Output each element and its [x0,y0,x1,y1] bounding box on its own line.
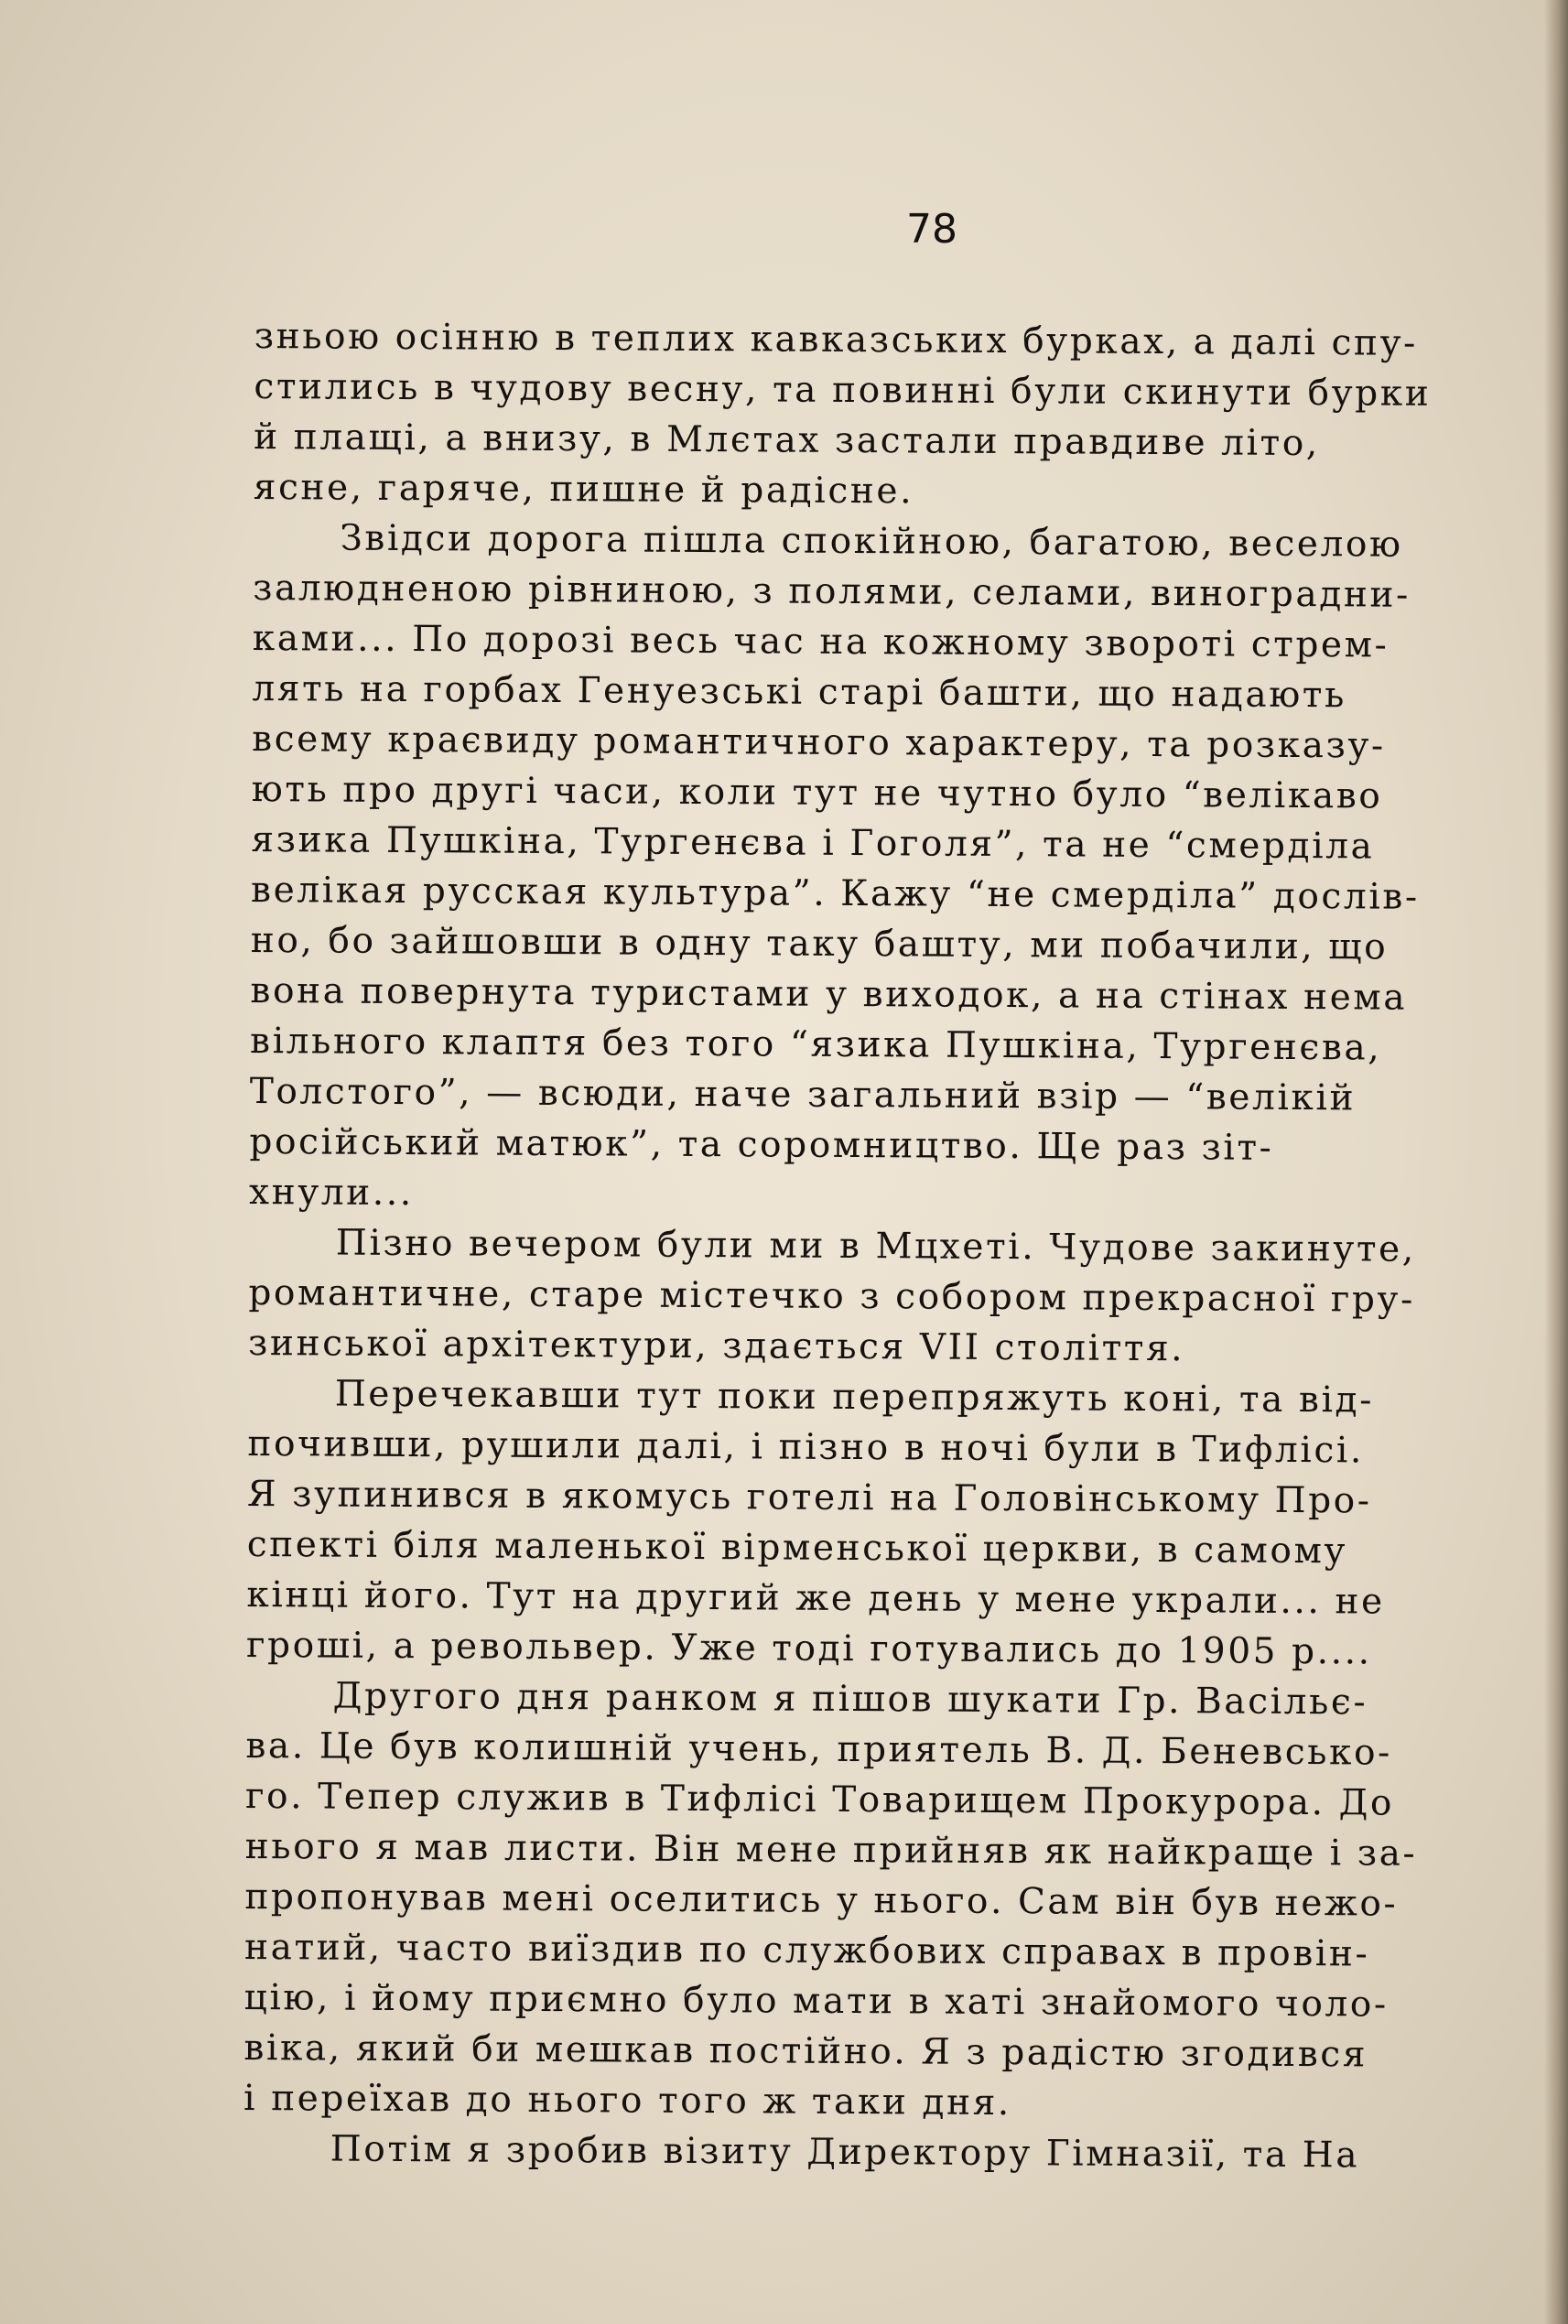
text-line: Пізно вечером були ми в Мцхеті. Чудове закинуте, [335,1222,1416,1270]
text-line: хнули... [248,1171,414,1215]
text-line: зинської архітектури, здається VII століття. [247,1322,1185,1370]
paragraph [254,311,1550,521]
text-line: ясне, гаряче, пишне й радісне. [253,466,914,513]
text-line: ками... По дорозі весь час на кожному звороті стрем- [252,617,1390,666]
text-line: стились в чудову весну, та повинні були скинути бурки [254,365,1432,415]
text-line: Я зупинився в якомусь готелі на Головінському Про- [246,1473,1372,1522]
text-line: спекті біля маленької вірменської церкви, в самому [246,1523,1348,1573]
text-line: натий, часто виїздив по службових справах в провін- [243,1926,1370,1975]
text-line: цію, і йому приємно було мати в хаті знайомого чоло- [243,1976,1389,2026]
text-line: лять на горбах Генуезські старі башти, що надають [252,667,1347,717]
paragraph [246,1368,1543,1679]
text-line: і переїхав до нього того ж таки дня. [243,2077,1012,2124]
paragraph [249,513,1549,1226]
text-line: нього я мав листи. Він мене прийняв як найкраще і за- [244,1825,1418,1875]
text-line: кінці його. Тут на другий же день у мене украли... не [246,1573,1385,1623]
text-line: Другого дня ранком я пішов шукати Гр. Васільє- [332,1675,1368,1724]
text-line: віка, який би мешкав постійно. Я з радістю згодився [243,2027,1368,2076]
text-line: романтичне, старе містечко з собором прекрасної гру- [248,1271,1415,1321]
text-line: Звідси дорога пішла спокійною, багатою, веселою [340,517,1403,566]
text-line: російський матюк”, та соромництво. Ще раз зіт- [249,1120,1274,1169]
text-line: вона повернута туристами у виходок, а на стінах нема [250,969,1408,1019]
text-line: залюдненою рівниною, з полями, селами, виноградни- [253,567,1411,616]
text-line: ють про другі часи, коли тут не чутно було “велікаво [251,768,1383,817]
text-line: й плащі, а внизу, в Млєтах застали правдиве літо, [254,416,1321,465]
text-line: вільного клаптя без того “язика Пушкіна, Тургенєва, [249,1020,1382,1069]
text-line: велікая русская культура”. Кажу “не смерділа” дослів- [250,869,1420,918]
text-line: но, бо зайшовши в одну таку башту, ми побачили, що [250,919,1389,968]
page-number: 78 [906,206,957,253]
text-line: всему краєвиду романтичного характеру, та розказу- [252,718,1386,767]
paragraph [248,1217,1544,1377]
paragraph [243,1670,1541,2132]
text-line: ва. Це був колишній учень, приятель В. Д. Беневсько- [245,1724,1393,1774]
text-line: язика Пушкіна, Тургенєва і Гоголя”, та не “смерділа [251,818,1375,868]
text-line: Перечекавши тут поки перепряжуть коні, та від- [334,1373,1375,1421]
text-line: пропонував мені оселитись у нього. Сам він був нежо- [244,1875,1399,1925]
text-line: почивши, рушили далі, і пізно в ночі були в Тифлісі. [247,1422,1365,1472]
text-line: Потім я зробив візиту Директору Гімназії, та На [330,2128,1360,2177]
text-line: Толстого”, — всюди, наче загальний взір — “велікій [249,1070,1357,1119]
paragraph [243,2124,1539,2182]
text-line: гроші, а револьвер. Уже тоді готувались до 1905 р.... [245,1624,1372,1673]
text-line: го. Тепер служив в Тифлісі Товарищем Прокурора. До [244,1775,1395,1824]
body-text [243,311,1550,2182]
text-line: зньою осінню в теплих кавказських бурках, а далі спу- [254,315,1419,364]
